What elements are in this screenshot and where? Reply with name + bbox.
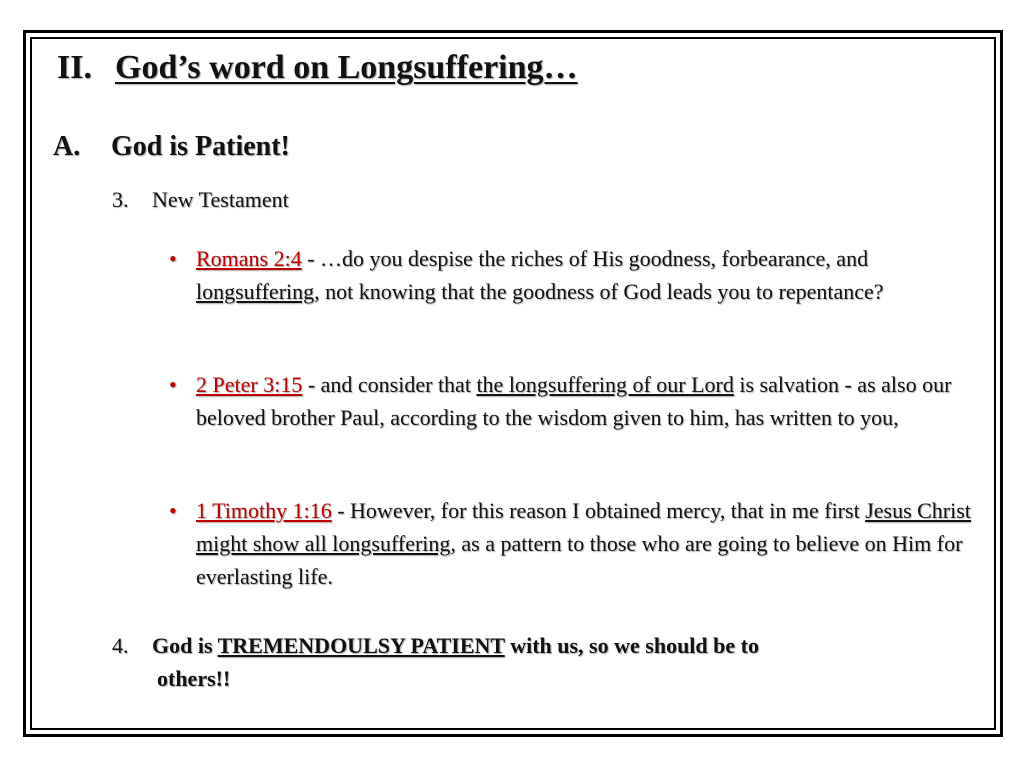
bullet-1-timothy (169, 494, 987, 593)
underlined-phrase: Jesus Christ might show all longsuffering (196, 498, 971, 556)
bullet-body (196, 242, 987, 308)
bullet-body (196, 368, 987, 434)
bullet-text: - and consider that (302, 372, 477, 397)
underlined-phrase: longsuffering (196, 279, 315, 304)
title-number: II. (57, 49, 92, 86)
subpoint-4-text: with us, so we should be to (504, 633, 759, 658)
subpoint-3 (112, 185, 289, 215)
section-heading (53, 128, 290, 166)
bullet-dot-icon: • (169, 498, 177, 523)
subpoint-4-emphasis: TREMENDOULSY PATIENT (217, 633, 505, 658)
subpoint-4-number: 4. (112, 633, 129, 658)
bullet-text: is salvation - as also our beloved brother Paul, according to the wisdom given to him, has written to you, (196, 372, 952, 430)
slide-title (57, 44, 578, 92)
bullet-dot-icon: • (169, 372, 177, 397)
subpoint-3-number: 3. (112, 187, 129, 212)
bullet-dot-icon: • (169, 246, 177, 271)
bullet-text: , not knowing that the goodness of God leads you to repentance? (314, 279, 884, 304)
section-text: God is Patient! (111, 131, 290, 162)
bullet-text: , as a pattern to those who are going to believe on Him for everlasting life. (196, 531, 963, 589)
bullet-body (196, 494, 987, 593)
title-text: God’s word on Longsuffering… (115, 49, 578, 86)
subpoint-4-text: God is (152, 633, 218, 658)
subpoint-4-continuation: others!! (157, 666, 231, 691)
bullet-text: - However, for this reason I obtained mercy, that in me first (331, 498, 866, 523)
subpoint-3-text: New Testament (152, 187, 289, 212)
scripture-reference: Romans 2:4 (196, 246, 302, 271)
bullet-2-peter (169, 368, 987, 434)
scripture-reference: 1 Timothy 1:16 (196, 498, 332, 523)
subpoint-4 (112, 629, 982, 695)
scripture-reference: 2 Peter 3:15 (196, 372, 303, 397)
bullet-romans (169, 242, 987, 308)
section-letter: A. (53, 131, 81, 162)
bullet-text: - …do you despise the riches of His goodness, forbearance, and (301, 246, 869, 271)
underlined-phrase: the longsuffering of our Lord (476, 372, 734, 397)
